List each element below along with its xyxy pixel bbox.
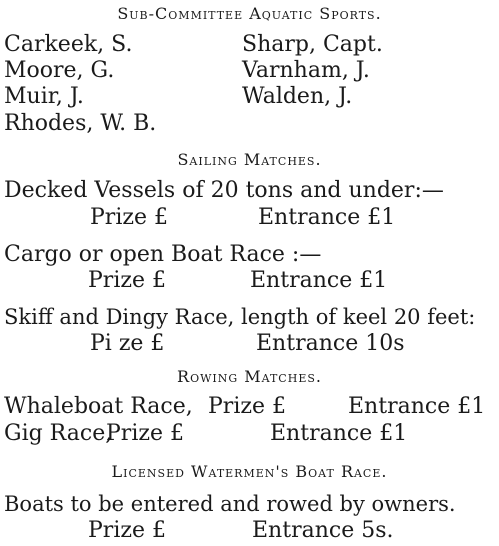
member-right-2: Varnham, J. (242, 58, 370, 83)
licensed-prize: Prize £ (88, 518, 166, 543)
sailing-event-1-prize: Prize £ (90, 205, 168, 230)
licensed-entrance: Entrance 5s. (252, 518, 394, 543)
member-left-2: Moore, G. (4, 58, 115, 83)
sailing-event-2-title: Cargo or open Boat Race :— (4, 242, 322, 267)
licensed-heading: Licensed Watermen's Boat Race. (111, 462, 388, 481)
rowing-event-1-title: Whaleboat Race, (4, 394, 193, 419)
member-left-3: Muir, J. (4, 84, 84, 109)
sailing-event-1-entrance: Entrance £1 (258, 205, 396, 230)
sailing-event-3-title: Skiff and Dingy Race, length of keel 20 feet: (4, 305, 476, 329)
rowing-event-1-entrance: Entrance £1 (348, 394, 486, 419)
member-left-4: Rhodes, W. B. (4, 111, 157, 136)
rowing-event-1-prize: Prize £ (208, 394, 286, 419)
rowing-heading: Rowing Matches. (177, 367, 322, 386)
sailing-event-3-entrance: Entrance 10s (256, 331, 405, 356)
sailing-event-1-title: Decked Vessels of 20 tons and under:— (4, 178, 444, 203)
sailing-event-2-prize: Prize £ (88, 268, 166, 293)
licensed-note: Boats to be entered and rowed by owners. (4, 492, 456, 516)
sailing-heading: Sailing Matches. (177, 150, 322, 169)
rowing-event-2-entrance: Entrance £1 (270, 421, 408, 446)
sailing-event-2-entrance: Entrance £1 (250, 268, 388, 293)
sailing-event-3-prize: Pi ze £ (90, 331, 165, 356)
member-right-1: Sharp, Capt. (242, 32, 383, 57)
rowing-event-2-prize: Prize £ (106, 421, 184, 446)
subcommittee-heading: Sub-Committee Aquatic Sports. (117, 4, 382, 23)
rowing-event-2-title: Gig Race, (4, 421, 113, 446)
member-left-1: Carkeek, S. (4, 32, 133, 57)
member-right-3: Walden, J. (242, 84, 353, 109)
